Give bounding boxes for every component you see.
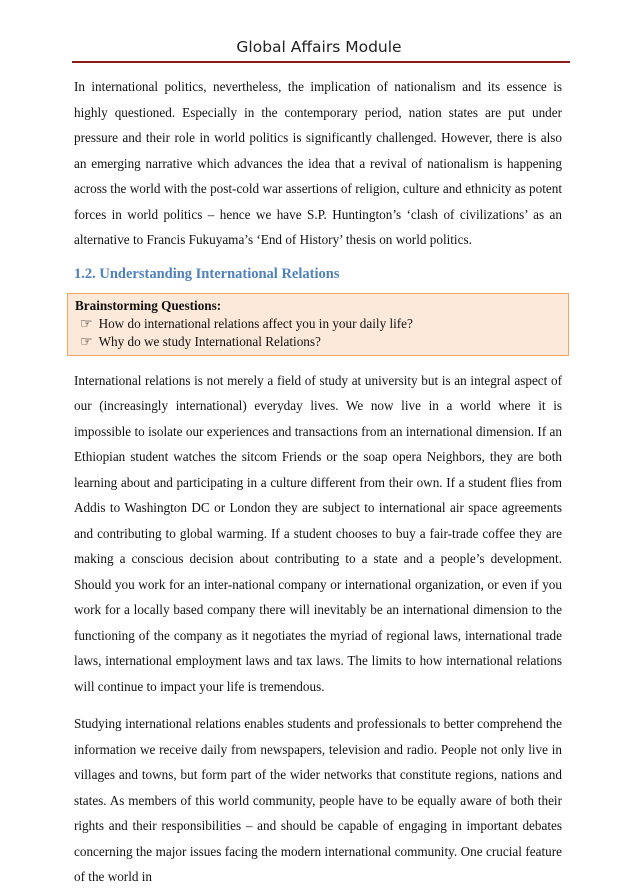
brainstorming-title: Brainstorming Questions: xyxy=(75,297,222,313)
header-rule xyxy=(72,61,570,63)
page-header: Global Affairs Module xyxy=(236,38,402,56)
pointing-hand-icon: ☞ xyxy=(80,315,93,332)
question-list xyxy=(75,315,561,352)
list-item xyxy=(80,333,561,352)
paragraph-nationalism: In international politics, nevertheless, the implication of nationalism and its essence is highly questioned. Especially in the contemporary period, nation states are put under pressure and their role in world politics is significantly challenged. However, there is also an emerging narrative which advances the idea that a revival of nationalism is happening across the world with the post-cold war assertions of religion, culture and ethnicity as potent forces in world politics – hence we have S.P. Huntington’s ‘clash of civilizations’ as an alternative to Francis Fukuyama’s ‘End of History’ thesis on world politics. xyxy=(74,79,562,247)
brainstorming-box xyxy=(67,293,569,356)
paragraph-studying-ir: Studying international relations enables students and professionals to better comprehend the information we receive daily from newspapers, television and radio. People not only live in villages and towns, but form part of the wider networks that constitute regions, nations and states. As members of this world community, people have to be equally aware of both their rights and their responsibilities – and should be capable of engaging in important debates concerning the major issues facing the modern international community. One crucial feature of the world in xyxy=(74,716,562,884)
pointing-hand-icon: ☞ xyxy=(80,334,93,350)
section-heading: 1.2. Understanding International Relations xyxy=(74,265,340,282)
document-body xyxy=(74,74,562,890)
paragraph-everyday-lives: International relations is not merely a field of study at university but is an integral aspect of our (increasingly international) everyday lives. We now live in a world where it is impossible to isolate our experiences and transactions from an international dimension. If an Ethiopian student watches the sitcom Friends or the soap opera Neighbors, they are both learning about and participating in a culture different from their own. If a student flies from Addis to Washington DC or London they are subject to international air space agreements and contributing to global warming. If a student chooses to buy a fair-trade coffee they are making a conscious decision about contributing to a state and a people’s development. Should you work for an inter-national company or international organization, or even if you work for a locally based company there will inevitably be an international dimension to the functioning of the company as it negotiates the myriad of regional laws, international trade laws, international employment laws and tax laws. The limits to how international relations will continue to impact your life is tremendous. xyxy=(74,372,562,694)
question-text: Why do we study International Relations? xyxy=(98,334,321,349)
question-text: How do international relations affect you in your daily life? xyxy=(98,315,413,331)
list-item xyxy=(80,315,561,334)
